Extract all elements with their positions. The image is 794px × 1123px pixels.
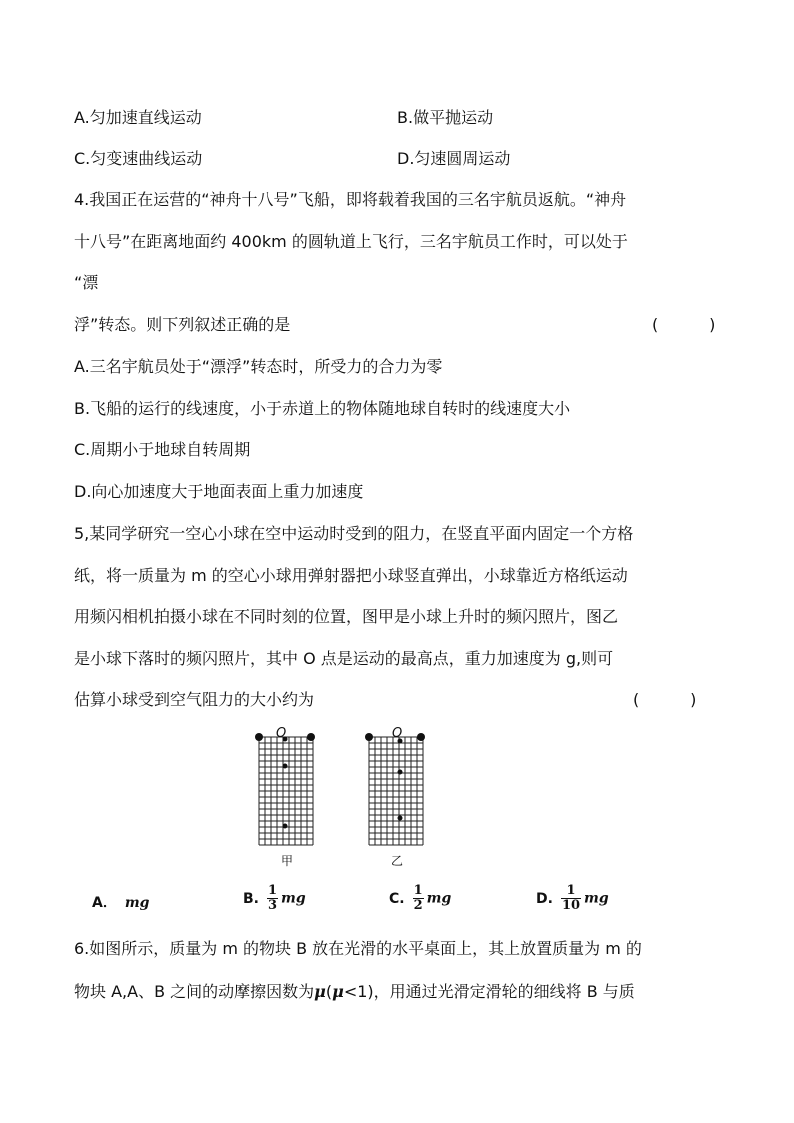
figure-jia-origin-label: O bbox=[276, 726, 287, 741]
q5-option-d bbox=[536, 884, 609, 913]
q5-option-b-fraction bbox=[267, 884, 278, 913]
figure-yi-grid bbox=[363, 729, 429, 851]
q5-option-b-value: mg bbox=[281, 890, 306, 907]
q4-option-a: A.三名宇航员处于“漂浮”转态时，所受力的合力为零 bbox=[74, 357, 443, 376]
q4-option-d: D.向心加速度大于地面表面上重力加速度 bbox=[74, 482, 364, 501]
q4-answer-paren: ( ) bbox=[652, 315, 716, 334]
q5-option-d-numerator: 1 bbox=[561, 884, 581, 899]
q3-option-b: B.做平抛运动 bbox=[397, 108, 494, 127]
q5-option-b-numerator: 1 bbox=[268, 883, 278, 898]
q3-option-c: C.匀变速曲线运动 bbox=[74, 149, 203, 168]
q5-option-d-denominator: 10 bbox=[561, 898, 581, 913]
figure-yi-caption: 乙 bbox=[391, 854, 404, 868]
q4-option-c: C.周期小于地球自转周期 bbox=[74, 440, 251, 459]
q6-mu-symbol: μ bbox=[314, 982, 326, 1001]
q6-stem-line-2-part-c: <1)，用通过光滑定滑轮的细线将 B 与质 bbox=[343, 982, 635, 1001]
q3-option-d: D.匀速圆周运动 bbox=[397, 149, 511, 168]
q5-option-c-fraction bbox=[413, 884, 424, 913]
q5-answer-paren: ( ) bbox=[633, 690, 697, 709]
q5-option-b bbox=[243, 884, 306, 913]
q6-mu-symbol-2: μ bbox=[332, 982, 344, 1001]
q5-stem-line-1: 5,某同学研究一空心小球在空中运动时受到的阻力，在竖直平面内固定一个方格 bbox=[74, 524, 634, 543]
q6-stem-line-2 bbox=[74, 981, 635, 1003]
q4-stem-line-4: 浮”转态。则下列叙述正确的是 bbox=[74, 315, 291, 334]
q4-stem-line-1: 4.我国正在运营的“神舟十八号”飞船，即将载着我国的三名宇航员返航。“神舟 bbox=[74, 190, 627, 209]
q5-option-d-fraction bbox=[561, 884, 581, 913]
q3-option-a: A.匀加速直线运动 bbox=[74, 108, 202, 127]
q4-option-b: B.飞船的运行的线速度，小于赤道上的物体随地球自转时的线速度大小 bbox=[74, 399, 571, 418]
q5-option-c-numerator: 1 bbox=[413, 883, 423, 898]
q5-stem-line-4: 是小球下落时的频闪照片，其中 O 点是运动的最高点，重力加速度为 g,则可 bbox=[74, 649, 614, 668]
q4-stem-line-3: “漂 bbox=[74, 273, 99, 292]
q5-stem-line-5: 估算小球受到空气阻力的大小约为 bbox=[74, 690, 315, 709]
q5-option-a-label: A． bbox=[92, 895, 117, 911]
figure-jia-grid bbox=[253, 729, 323, 851]
q6-stem-line-2-part-a: 物块 A,A、B 之间的动摩擦因数为 bbox=[74, 982, 315, 1001]
q5-option-b-denominator: 3 bbox=[268, 898, 278, 913]
q5-option-a bbox=[92, 893, 149, 913]
figure-jia-caption: 甲 bbox=[281, 854, 294, 868]
q5-option-c-label: C. bbox=[389, 890, 405, 907]
q5-option-d-value: mg bbox=[584, 890, 609, 907]
q5-option-c bbox=[389, 884, 451, 913]
figure-yi-origin-label: O bbox=[392, 726, 403, 741]
q6-stem-line-2-part-b: ( bbox=[325, 982, 333, 1001]
q6-stem-line-1: 6.如图所示，质量为 m 的物块 B 放在光滑的水平桌面上，其上放置质量为 m 的 bbox=[74, 939, 642, 958]
q5-stem-line-2: 纸，将一质量为 m 的空心小球用弹射器把小球竖直弹出，小球靠近方格纸运动 bbox=[74, 566, 628, 585]
q5-option-b-label: B. bbox=[243, 890, 259, 907]
q5-option-c-denominator: 2 bbox=[413, 898, 423, 913]
q5-option-a-value: mg bbox=[124, 895, 150, 911]
q4-stem-line-2: 十八号”在距离地面约 400km 的圆轨道上飞行，三名宇航员工作时，可以处于 bbox=[74, 232, 628, 251]
q5-stem-line-3: 用频闪相机拍摄小球在不同时刻的位置，图甲是小球上升时的频闪照片，图乙 bbox=[74, 607, 619, 626]
q5-option-d-label: D. bbox=[536, 890, 553, 907]
q5-option-c-value: mg bbox=[426, 890, 452, 907]
